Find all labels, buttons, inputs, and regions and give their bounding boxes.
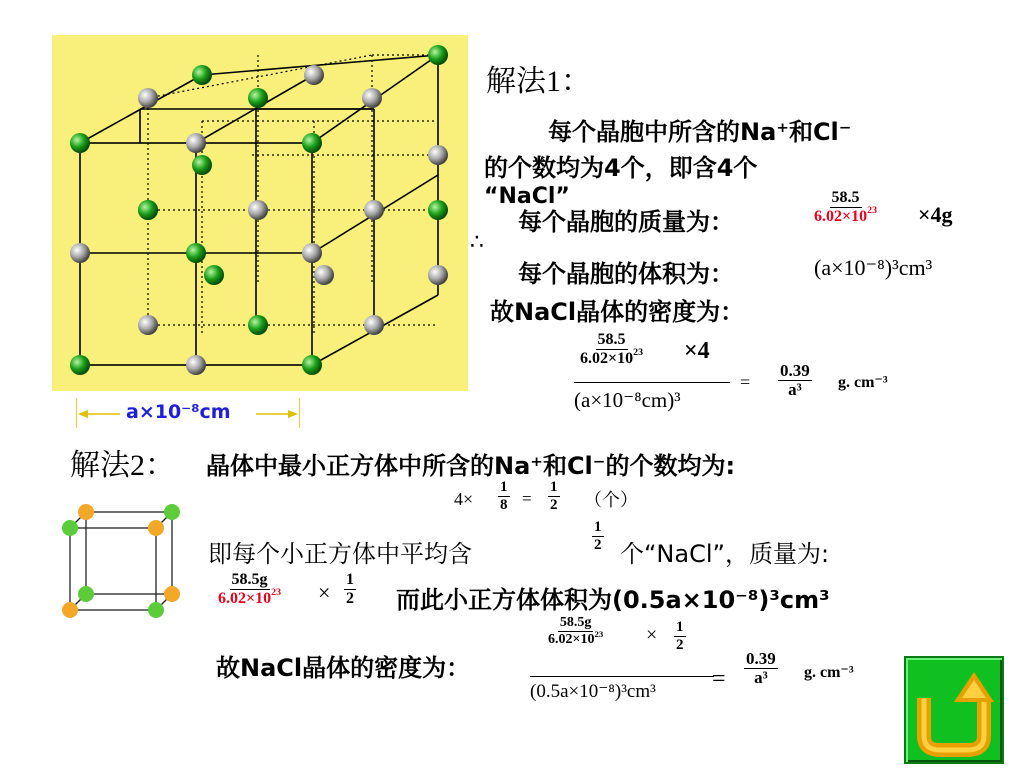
density2-equals: = bbox=[712, 666, 726, 692]
cell-mass-label: 每个晶胞的质量为： bbox=[518, 208, 734, 236]
density2-inner-num: 58.5g bbox=[559, 615, 592, 630]
cell-mass-times: ×4g bbox=[918, 202, 953, 227]
density2-main-fraction-bar bbox=[530, 676, 714, 677]
mass2-half-den: 2 bbox=[346, 589, 354, 607]
density1-equals: = bbox=[740, 372, 751, 392]
density1-result-num: 0.39 bbox=[780, 361, 810, 380]
method1-heading: 解法1： bbox=[486, 65, 591, 98]
density2-inner-den: $6.02\times 10^{23}$ bbox=[548, 628, 604, 647]
density1-inner-fraction bbox=[578, 332, 645, 367]
count-unit: （个） bbox=[584, 490, 638, 511]
density2-unit: g. cm⁻³ bbox=[804, 664, 854, 681]
mass2-times: × bbox=[318, 580, 331, 605]
density1-result-den: a³ bbox=[788, 379, 802, 399]
method2-line1: 晶体中最小正方体中所含的Na⁺和Cl⁻的个数均为: bbox=[206, 452, 736, 480]
density1-inner-num: 58.5 bbox=[597, 331, 626, 348]
density2-result-den: a³ bbox=[754, 667, 768, 687]
density2-times: × bbox=[646, 624, 658, 646]
cell-mass-numerator: 58.5 bbox=[831, 189, 860, 206]
mass2-num: 58.5g bbox=[231, 571, 268, 588]
count-fraction-eighth-num: 1 bbox=[500, 479, 508, 495]
density1-unit: g. cm⁻³ bbox=[838, 374, 888, 391]
count-fraction-eighth bbox=[498, 480, 510, 513]
method2-heading: 解法2： bbox=[70, 449, 175, 482]
density2-result bbox=[744, 650, 778, 688]
mass2-den: $6.02\times 10^{23}$ bbox=[218, 586, 282, 607]
avg-fraction-den: 2 bbox=[594, 536, 602, 553]
density2-half bbox=[674, 620, 686, 653]
dimension-indicator bbox=[76, 398, 300, 428]
density2-inner-fraction bbox=[546, 616, 605, 647]
method2-density-label: 故NaCl晶体的密度为： bbox=[216, 654, 471, 682]
small-cube-diagram bbox=[56, 500, 186, 618]
count-fraction-eighth-den: 8 bbox=[500, 496, 508, 513]
mass2-half-num: 1 bbox=[346, 571, 354, 588]
density1-main-fraction-bar bbox=[574, 382, 730, 383]
density1-times-four: ×4 bbox=[684, 338, 710, 364]
avg-fraction-num: 1 bbox=[594, 519, 602, 535]
count-equals: = bbox=[522, 489, 532, 508]
density1-denominator: (a×10⁻⁸cm)³ bbox=[574, 388, 681, 412]
method1-line1: 每个晶胞中所含的Na⁺和Cl⁻ bbox=[548, 118, 852, 146]
therefore-symbol: ∴ bbox=[470, 230, 484, 255]
method1-line3: “NaCl” bbox=[484, 184, 570, 209]
cell-mass-fraction bbox=[812, 190, 879, 225]
cell-mass-denominator: $6.02\times 10^{23}$ bbox=[814, 204, 878, 225]
count-prefix: 4× bbox=[454, 489, 474, 509]
return-button[interactable] bbox=[904, 656, 1004, 764]
count-fraction-half-den: 2 bbox=[550, 496, 558, 513]
density2-denominator: (0.5a×10⁻⁸)³cm³ bbox=[530, 681, 656, 702]
count-fraction-half bbox=[548, 480, 560, 513]
small-cube-volume-text: 而此小正方体体积为(0.5a×10⁻⁸)³cm³ bbox=[396, 586, 830, 614]
nacl-lattice-diagram bbox=[52, 35, 468, 391]
density2-half-den: 2 bbox=[676, 636, 684, 653]
avg-text-b: 个“NaCl”，质量为: bbox=[620, 540, 830, 568]
count-fraction-half-num: 1 bbox=[550, 479, 558, 495]
mass2-fraction bbox=[216, 572, 283, 607]
method1-density-label: 故NaCl晶体的密度为： bbox=[490, 298, 745, 326]
avg-text-a: 即每个小正方体中平均含 bbox=[208, 540, 472, 568]
u-turn-arrow-icon bbox=[906, 658, 1002, 762]
method1-line2: 的个数均为4个，即含4个 bbox=[484, 154, 758, 182]
density1-result bbox=[778, 362, 812, 400]
dimension-label: a×10⁻⁸cm bbox=[126, 401, 231, 423]
mass2-half bbox=[344, 572, 356, 607]
cell-volume-value: (a×10⁻⁸)³cm³ bbox=[814, 255, 933, 280]
avg-fraction-half bbox=[592, 520, 604, 553]
cell-volume-label: 每个晶胞的体积为： bbox=[518, 260, 734, 288]
density1-inner-den: $6.02\times 10^{23}$ bbox=[580, 346, 644, 367]
nacl-lattice-panel bbox=[52, 35, 468, 391]
density2-result-num: 0.39 bbox=[746, 649, 776, 668]
density2-half-num: 1 bbox=[676, 619, 684, 635]
